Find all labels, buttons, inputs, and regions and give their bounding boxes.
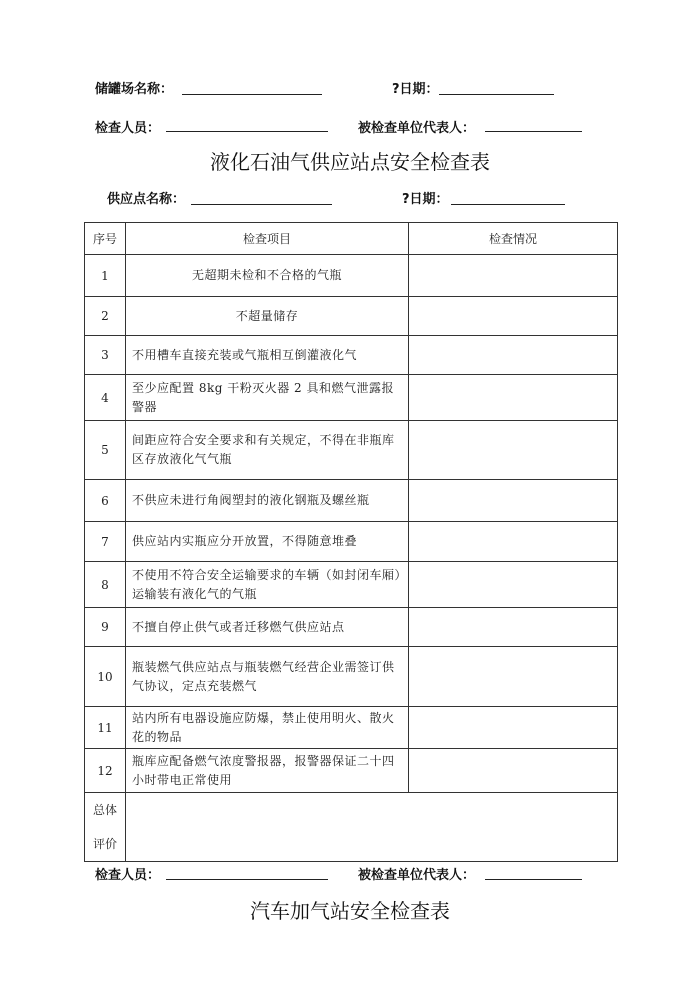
table-row xyxy=(85,297,618,336)
row-item: 站内所有电器设施应防爆，禁止使用明火、散火花的物品 xyxy=(126,707,409,749)
row-result-cell[interactable] xyxy=(409,749,618,793)
table-row xyxy=(85,647,618,707)
row-number: 5 xyxy=(85,421,126,480)
row-item: 不用槽车直接充装或气瓶相互倒灌液化气 xyxy=(126,336,409,375)
row-item: 瓶装燃气供应站点与瓶装燃气经营企业需签订供气协议，定点充装燃气 xyxy=(126,647,409,707)
table-row xyxy=(85,375,618,421)
row-number: 3 xyxy=(85,336,126,375)
supply-point-field[interactable] xyxy=(191,204,332,205)
summary-label xyxy=(85,793,126,862)
row-result-cell[interactable] xyxy=(409,480,618,522)
representative-label: 被检查单位代表人： xyxy=(358,121,476,136)
row-result-cell[interactable] xyxy=(409,255,618,297)
subheader-date-label: ?日期： xyxy=(402,192,449,207)
date-field[interactable] xyxy=(439,94,554,95)
table-row xyxy=(85,562,618,608)
row-result-cell[interactable] xyxy=(409,562,618,608)
row-number: 11 xyxy=(85,707,126,749)
row-item: 间距应符合安全要求和有关规定，不得在非瓶库区存放液化气气瓶 xyxy=(126,421,409,480)
row-result-cell[interactable] xyxy=(409,421,618,480)
row-result-cell[interactable] xyxy=(409,647,618,707)
table-row xyxy=(85,421,618,480)
row-number: 4 xyxy=(85,375,126,421)
row-number: 12 xyxy=(85,749,126,793)
row-number: 10 xyxy=(85,647,126,707)
row-item: 供应站内实瓶应分开放置，不得随意堆叠 xyxy=(126,522,409,562)
footer-representative-field[interactable] xyxy=(485,879,582,880)
row-result-cell[interactable] xyxy=(409,375,618,421)
row-number: 2 xyxy=(85,297,126,336)
row-result-cell[interactable] xyxy=(409,707,618,749)
column-header-item: 检查项目 xyxy=(126,223,409,255)
inspector-field[interactable] xyxy=(166,131,328,132)
depot-name-label: 储罐场名称： xyxy=(95,82,174,97)
row-item: 无超期未检和不合格的气瓶 xyxy=(126,255,409,297)
summary-row xyxy=(85,793,618,862)
checklist-table xyxy=(84,222,618,862)
date-label: ?日期： xyxy=(392,82,439,97)
form-title: 液化石油气供应站点安全检查表 xyxy=(210,150,490,174)
supply-point-label: 供应点名称： xyxy=(107,192,186,207)
table-header-row xyxy=(85,223,618,255)
table-row xyxy=(85,255,618,297)
row-result-cell[interactable] xyxy=(409,608,618,647)
table-row xyxy=(85,336,618,375)
row-result-cell[interactable] xyxy=(409,336,618,375)
row-item: 不使用不符合安全运输要求的车辆（如封闭车厢）运输装有液化气的气瓶 xyxy=(126,562,409,608)
row-number: 9 xyxy=(85,608,126,647)
row-number: 7 xyxy=(85,522,126,562)
table-row xyxy=(85,480,618,522)
inspector-label: 检查人员： xyxy=(95,121,161,136)
row-result-cell[interactable] xyxy=(409,297,618,336)
row-item: 瓶库应配备燃气浓度警报器，报警器保证二十四小时带电正常使用 xyxy=(126,749,409,793)
representative-field[interactable] xyxy=(485,131,582,132)
row-number: 1 xyxy=(85,255,126,297)
summary-evaluation-cell[interactable] xyxy=(126,793,618,862)
row-number: 8 xyxy=(85,562,126,608)
row-number: 6 xyxy=(85,480,126,522)
next-form-title: 汽车加气站安全检查表 xyxy=(250,899,450,923)
table-row xyxy=(85,608,618,647)
depot-name-field[interactable] xyxy=(182,94,322,95)
row-item: 不超量储存 xyxy=(126,297,409,336)
footer-inspector-label: 检查人员： xyxy=(95,868,161,883)
row-item: 至少应配置 8kg 干粉灭火器 2 具和燃气泄露报警器 xyxy=(126,375,409,421)
table-row xyxy=(85,522,618,562)
column-header-result: 检查情况 xyxy=(409,223,618,255)
subheader-date-field[interactable] xyxy=(451,204,565,205)
footer-representative-label: 被检查单位代表人： xyxy=(358,868,476,883)
row-item: 不擅自停止供气或者迁移燃气供应站点 xyxy=(126,608,409,647)
summary-label-line2: 评价 xyxy=(92,837,117,851)
column-header-number: 序号 xyxy=(85,223,126,255)
row-item: 不供应未进行角阀塑封的液化钢瓶及螺丝瓶 xyxy=(126,480,409,522)
row-result-cell[interactable] xyxy=(409,522,618,562)
table-row xyxy=(85,749,618,793)
table-row xyxy=(85,707,618,749)
footer-inspector-field[interactable] xyxy=(166,879,328,880)
summary-label-line1: 总体 xyxy=(92,803,117,817)
